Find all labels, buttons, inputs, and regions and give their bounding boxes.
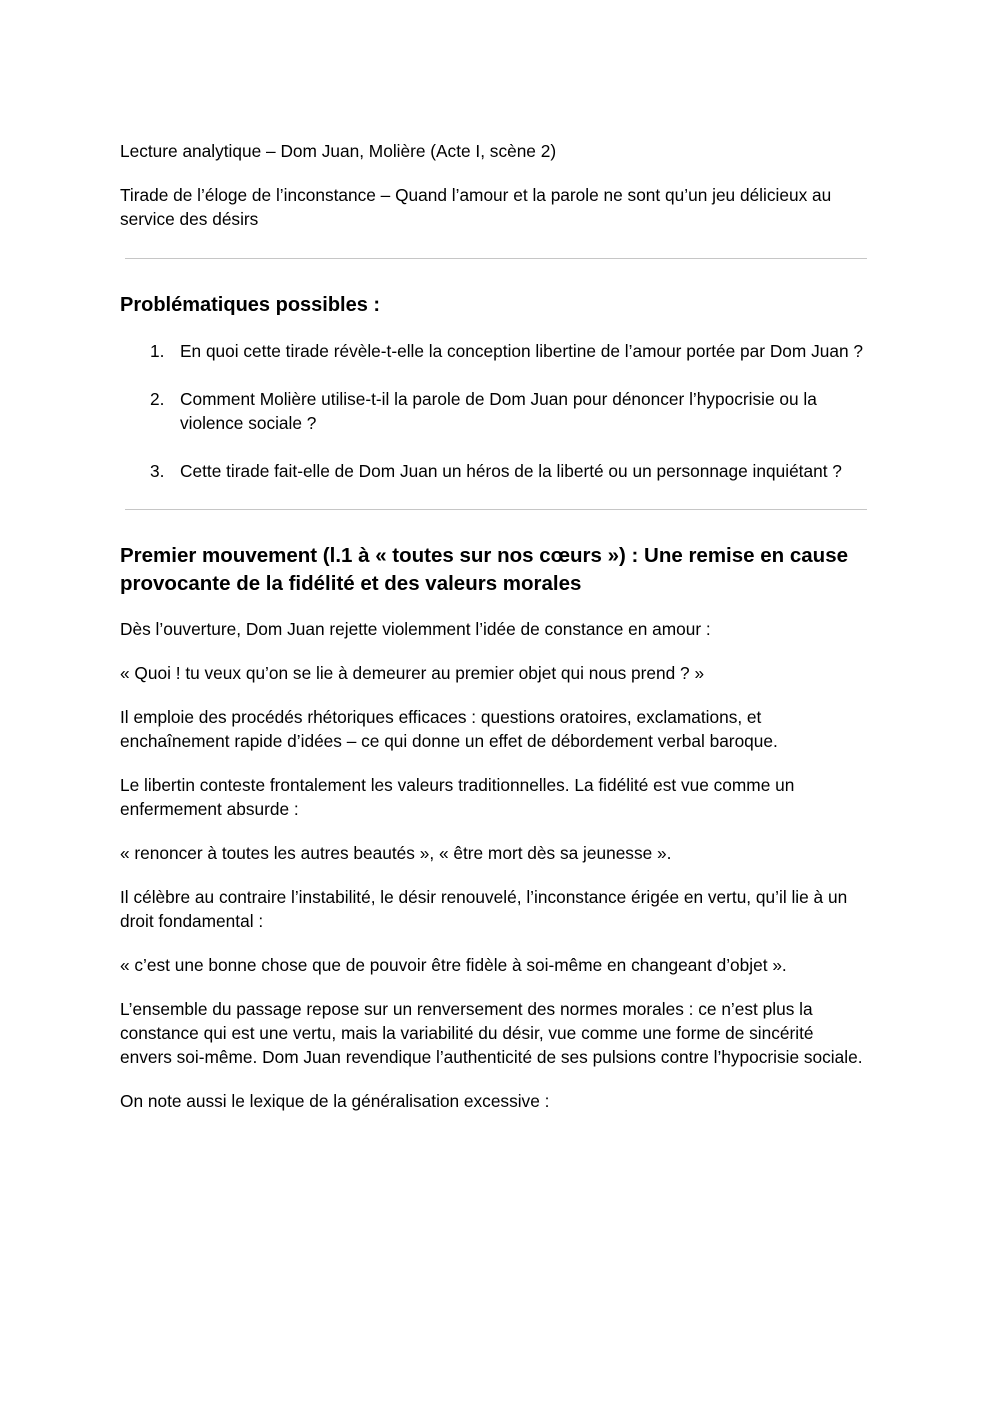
list-item [120, 387, 870, 435]
problematiques-list [120, 339, 870, 483]
list-item-text: Cette tirade fait-elle de Dom Juan un héros de la liberté ou un personnage inquiétant ? [180, 461, 842, 481]
quotation: « Quoi ! tu veux qu’on se lie à demeurer au premier objet qui nous prend ? » [120, 663, 705, 683]
list-item-text: En quoi cette tirade révèle-t-elle la conception libertine de l’amour portée par Dom Juan ? [180, 341, 863, 361]
list-item-number: 3. [150, 461, 165, 481]
quotation: « c’est une bonne chose que de pouvoir être fidèle à soi-même en changeant d’objet ». [120, 955, 787, 975]
problematiques-heading: Problématiques possibles : [120, 294, 381, 316]
document-subtitle: Tirade de l’éloge de l’inconstance – Quand l’amour et la parole ne sont qu’un jeu délicieux au service des désirs [120, 185, 832, 229]
paragraph: Le libertin conteste frontalement les valeurs traditionnelles. La fidélité est vue comme un enfermement absurde : [120, 775, 795, 819]
section-heading: Premier mouvement (l.1 à « toutes sur nos cœurs ») : Une remise en cause provocante de la fidélité et des valeurs morales [120, 544, 849, 595]
list-item-text: Comment Molière utilise-t-il la parole de Dom Juan pour dénoncer l’hypocrisie ou la violence sociale ? [180, 389, 817, 433]
list-item-number: 2. [150, 389, 165, 409]
document-title: Lecture analytique – Dom Juan, Molière (Acte I, scène 2) [120, 141, 557, 161]
paragraph: Il célèbre au contraire l’instabilité, le désir renouvelé, l’inconstance érigée en vertu, qu’il lie à un droit fondamental : [120, 887, 848, 931]
list-item [120, 459, 870, 483]
list-item-number: 1. [150, 341, 165, 361]
horizontal-rule [125, 258, 867, 259]
paragraph: Il emploie des procédés rhétoriques efficaces : questions oratoires, exclamations, et enchaînement rapide d’idées – ce qui donne un effet de débordement verbal baroque. [120, 707, 778, 751]
document-content [120, 139, 870, 1133]
list-item [120, 339, 870, 363]
paragraph: L’ensemble du passage repose sur un renversement des normes morales : ce n’est plus la constance qui est une vertu, mais la variabilité du désir, vue comme une forme de sincérité envers soi-même. Dom Juan revendique l’authenticité de ses pulsions contre l’hypocrisie sociale. [120, 999, 863, 1067]
horizontal-rule [125, 509, 867, 510]
paragraph: On note aussi le lexique de la généralisation excessive : [120, 1091, 550, 1111]
quotation: « renoncer à toutes les autres beautés », « être mort dès sa jeunesse ». [120, 843, 672, 863]
paragraph: Dès l’ouverture, Dom Juan rejette violemment l’idée de constance en amour : [120, 619, 711, 639]
